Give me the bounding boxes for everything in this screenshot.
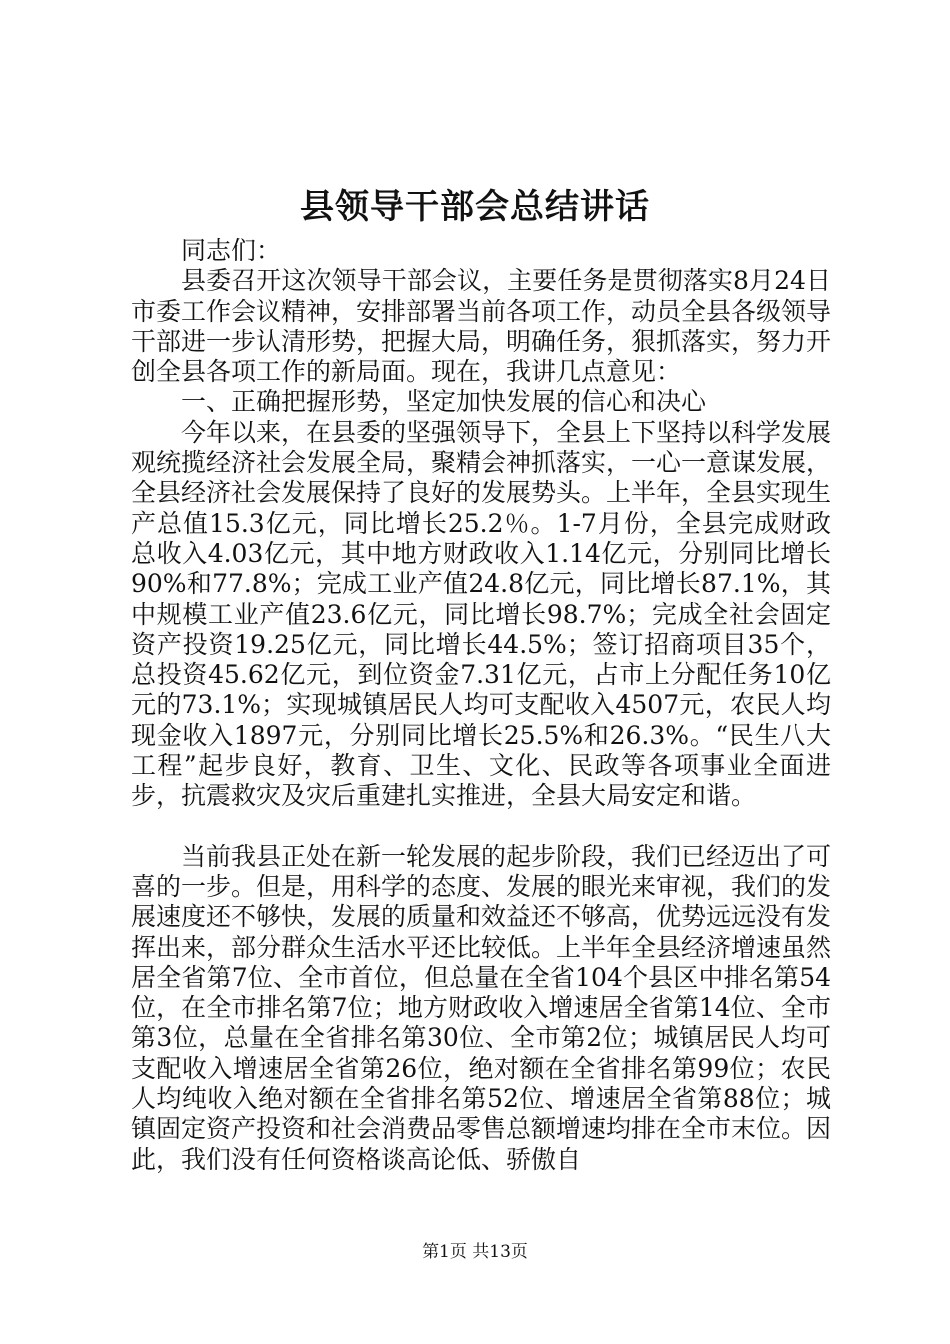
achievements-paragraph: 今年以来，在县委的坚强领导下，全县上下坚持以科学发展观统揽经济社会发展全局，聚精会神抓落实，一心一意谋发展，全县经济社会发展保持了良好的发展势头。上半年，全县实现生产总值15.3亿元，同比增长25.2％。1-7月份，全县完成财政总收入4.03亿元，其中地方财政收入1.14亿元，分别同比增长90%和77.8%；完成工业产值24.8亿元，同比增长87.1%，其中规模工业产值23.6亿元，同比增长98.7%；完成全社会固定资产投资19.25亿元，同比增长44.5%；签订招商项目35个，总投资45.62亿元，到位资金7.31亿元，占市上分配任务10亿元的73.1%；实现城镇居民人均可支配收入4507元，农民人均现金收入1897元，分别同比增长25.5%和26.3%。“民生八大工程”起步良好，教育、卫生、文化、民政等各项事业全面进步，抗震救灾及灾后重建扎实推进，全县大局安定和谐。 (131, 417, 832, 811)
document-body (131, 236, 831, 1175)
page-footer: 第1页 共13页 (422, 1242, 528, 1262)
intro-paragraph: 县委召开这次领导干部会议，主要任务是贯彻落实8月24日市委工作会议精神，安排部署当前各项工作，动员全县各级领导干部进一步认清形势，把握大局，明确任务，狠抓落实，努力开创全县各项工作的新局面。现在，我讲几点意见： (131, 266, 832, 387)
document-title: 县领导干部会总结讲话 (300, 187, 650, 227)
situation-paragraph: 当前我县正处在新一轮发展的起步阶段，我们已经迈出了可喜的一步。但是，用科学的态度、发展的眼光来审视，我们的发展速度还不够快，发展的质量和效益还不够高，优势远远没有发挥出来，部分群众生活水平还比较低。上半年全县经济增速虽然居全省第7位、全市首位，但总量在全省104个县区中排名第54位，在全市排名第7位；地方财政收入增速居全省第14位、全市第3位，总量在全省排名第30位、全市第2位；城镇居民人均可支配收入增速居全省第26位，绝对额在全省排名第99位；农民人均纯收入绝对额在全省排名第52位、增速居全省第88位；城镇固定资产投资和社会消费品零售总额增速均排在全市末位。因此，我们没有任何资格谈高论低、骄傲自 (131, 841, 832, 1174)
section-heading: 一、正确把握形势，坚定加快发展的信心和决心 (181, 387, 707, 417)
salutation-paragraph: 同志们： (181, 236, 282, 265)
